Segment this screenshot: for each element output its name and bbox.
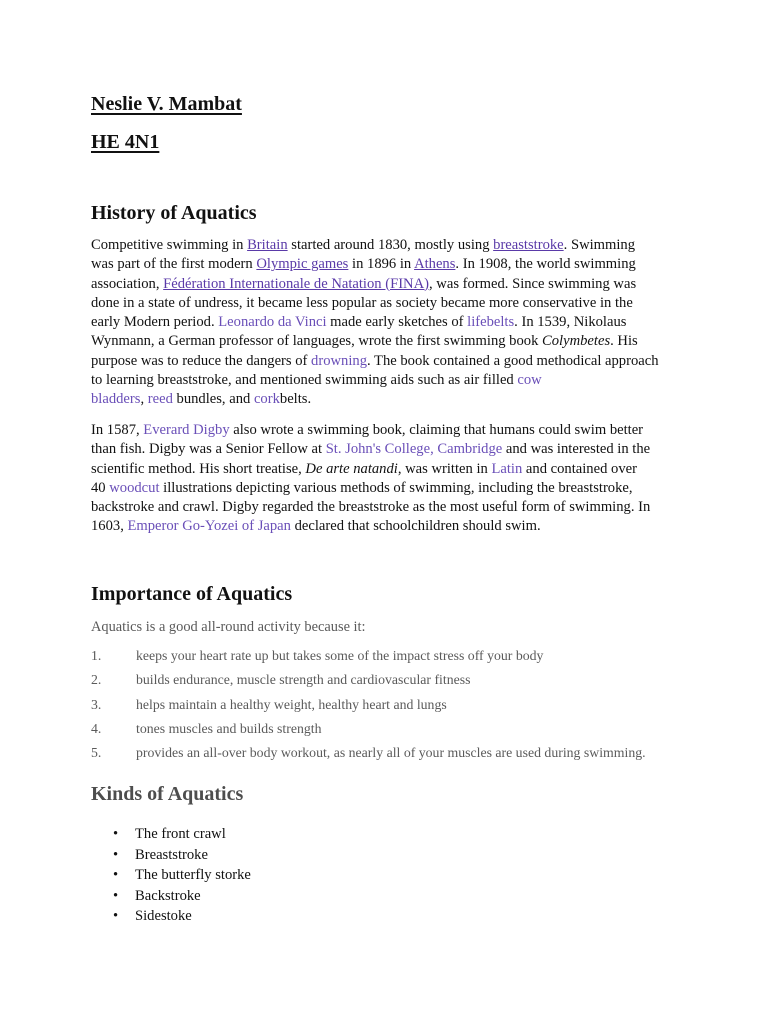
history-paragraph-2: [91, 421, 691, 537]
text-run: in 1896 in: [348, 256, 415, 273]
list-item: [91, 672, 711, 692]
link-latin[interactable]: Latin: [491, 460, 523, 477]
link-cork[interactable]: cork: [253, 391, 280, 408]
link-emperor-go-yozei[interactable]: Emperor Go-Yozei of Japan: [127, 518, 291, 535]
text-run: purpose was to reduce the dangers of: [91, 352, 312, 369]
text-run: . Swimming: [563, 237, 636, 253]
text-line: [91, 255, 691, 274]
kinds-heading: Kinds of Aquatics: [91, 783, 244, 805]
link-lifebelts[interactable]: lifebelts: [467, 314, 515, 331]
text-run: In 1587,: [91, 422, 144, 438]
list-text: Sidestoke: [135, 908, 192, 924]
text-run: . The book contained a good methodical approach: [367, 352, 659, 369]
text-run: also wrote a swimming book, claiming that humans could swim better: [229, 422, 644, 438]
bullet-icon: •: [113, 888, 119, 904]
author-name: Neslie V. Mambat: [91, 93, 242, 115]
list-text: keeps your heart rate up but takes some of the impact stress off your body: [136, 648, 544, 663]
importance-intro: Aquatics is a good all-round activity because it:: [91, 619, 366, 635]
bullet-icon: •: [113, 826, 119, 842]
text-line: [91, 313, 691, 332]
text-line: [91, 352, 691, 371]
list-text: builds endurance, muscle strength and cardiovascular fitness: [136, 672, 471, 687]
text-run: to learning breaststroke, and mentioned swimming aids such as air filled: [91, 372, 518, 389]
text-line: [91, 332, 691, 351]
link-cow[interactable]: cow: [517, 372, 542, 389]
text-run: , was written in: [397, 460, 492, 477]
history-heading: History of Aquatics: [91, 202, 257, 224]
text-line: [91, 517, 691, 536]
list-item: [91, 648, 711, 668]
text-run: 1603,: [91, 518, 128, 535]
text-line: backstroke and crawl. Digby regarded the breaststroke as the most useful form of swimming. In: [91, 499, 651, 516]
text-run: Competitive swimming in: [91, 237, 248, 253]
text-run: than fish. Digby was a Senior Fellow at: [91, 441, 326, 458]
text-run: made early sketches of: [326, 314, 468, 331]
class-section: HE 4N1: [91, 131, 160, 153]
link-leonardo-da-vinci[interactable]: Leonardo da Vinci: [218, 314, 327, 331]
link-breaststroke[interactable]: breaststroke: [493, 237, 564, 253]
text-line: [91, 390, 691, 409]
text-run: 40: [91, 479, 110, 496]
link-woodcut[interactable]: woodcut: [109, 479, 160, 496]
list-number: 2.: [91, 672, 102, 687]
link-olympic-games[interactable]: Olympic games: [256, 256, 349, 273]
list-item: [113, 847, 413, 867]
list-text: The butterfly storke: [135, 867, 251, 883]
link-everard-digby[interactable]: Everard Digby: [143, 422, 230, 438]
text-line: [91, 275, 691, 294]
list-item: [91, 697, 711, 717]
text-run: ,: [140, 391, 148, 408]
treatise-title: De arte natandi: [305, 460, 398, 477]
text-run: belts.: [279, 391, 312, 408]
text-run: was part of the first modern: [91, 256, 257, 273]
text-run: illustrations depicting various methods of swimming, including the breaststroke,: [159, 479, 633, 496]
list-item: [91, 721, 711, 741]
list-item: [91, 745, 711, 765]
text-run: . In 1539, Nikolaus: [514, 314, 627, 331]
list-text: Breaststroke: [135, 847, 208, 863]
link-bladders[interactable]: bladders: [91, 391, 141, 408]
text-run: started around 1830, mostly using: [287, 237, 494, 253]
list-number: 5.: [91, 745, 102, 760]
bullet-icon: •: [113, 908, 119, 924]
text-run: scientific method. His short treatise,: [91, 460, 306, 477]
importance-heading: Importance of Aquatics: [91, 583, 293, 605]
link-drowning[interactable]: drowning: [311, 352, 367, 369]
text-run: , was formed. Since swimming was: [429, 275, 637, 292]
text-line: [91, 421, 691, 440]
text-line: [91, 440, 691, 459]
link-britain[interactable]: Britain: [247, 237, 288, 253]
list-text: The front crawl: [135, 826, 226, 842]
list-item: [113, 888, 413, 908]
text-run: association,: [91, 275, 164, 292]
list-text: helps maintain a healthy weight, healthy heart and lungs: [136, 697, 447, 712]
text-line: [91, 479, 691, 498]
list-text: provides an all-over body workout, as nearly all of your muscles are used during swimming.: [136, 745, 646, 760]
list-item: [113, 826, 413, 846]
text-run: bundles, and: [172, 391, 254, 408]
link-fina[interactable]: Fédération Internationale de Natation (FINA): [163, 275, 429, 292]
list-number: 1.: [91, 648, 102, 663]
text-run: and was interested in the: [502, 441, 651, 458]
link-reed[interactable]: reed: [147, 391, 173, 408]
text-run: . In 1908, the world swimming: [455, 256, 636, 273]
text-run: declared that schoolchildren should swim.: [290, 518, 541, 535]
text-run: and contained over: [522, 460, 637, 477]
link-st-johns-college[interactable]: St. John's College, Cambridge: [325, 441, 503, 458]
text-line: [91, 371, 691, 390]
list-number: 3.: [91, 697, 102, 712]
bullet-icon: •: [113, 867, 119, 883]
text-line: done in a state of undress, it became less popular as society became more conservative in the: [91, 294, 633, 311]
list-text: tones muscles and builds strength: [136, 721, 322, 736]
text-run: Wynmann, a German professor of languages, wrote the first swimming book: [91, 333, 543, 350]
list-number: 4.: [91, 721, 102, 736]
list-item: [113, 867, 413, 887]
text-run: . His: [610, 333, 638, 350]
list-item: [113, 908, 413, 928]
text-line: [91, 236, 691, 255]
bullet-icon: •: [113, 847, 119, 863]
text-line: [91, 460, 691, 479]
book-title: Colymbetes: [542, 333, 611, 350]
history-paragraph-1: [91, 236, 691, 410]
list-text: Backstroke: [135, 888, 201, 904]
text-run: early Modern period.: [91, 314, 219, 331]
link-athens[interactable]: Athens: [414, 256, 456, 273]
